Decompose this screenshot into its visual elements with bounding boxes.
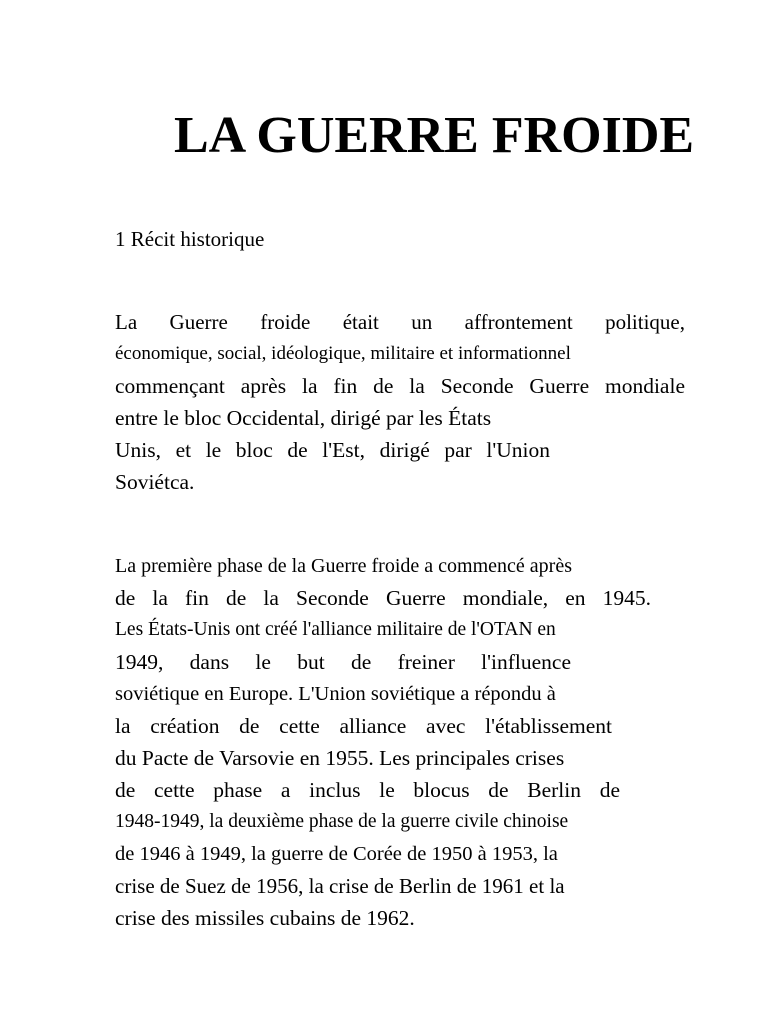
paragraph-line: de la fin de la Seconde Guerre mondiale, en 1945. — [115, 586, 651, 610]
paragraph-line: La première phase de la Guerre froide a commencé après — [115, 555, 572, 577]
paragraph-line: Soviétca. — [115, 470, 195, 494]
paragraph-line: du Pacte de Varsovie en 1955. Les principales crises — [115, 746, 565, 770]
paragraph-line: de cette phase a inclus le blocus de Berlin de — [115, 778, 620, 802]
paragraph-line: entre le bloc Occidental, dirigé par les États — [115, 406, 492, 430]
document-title: LA GUERRE FROIDE — [174, 107, 695, 164]
paragraph-line: Unis, et le bloc de l'Est, dirigé par l'Union — [115, 438, 550, 462]
paragraph-2 — [115, 550, 685, 940]
paragraph-line: soviétique en Europe. L'Union soviétique a répondu à — [115, 683, 556, 705]
paragraph-line: économique, social, idéologique, militaire et informationnel — [115, 343, 571, 364]
paragraph-line: 1949, dans le but de freiner l'influence — [115, 650, 571, 674]
paragraph-line: commençant après la fin de la Seconde Guerre mondiale — [115, 374, 685, 398]
paragraph-line: La Guerre froide était un affrontement politique, — [115, 310, 685, 334]
paragraph-line: Les États-Unis ont créé l'alliance militaire de l'OTAN en — [115, 619, 556, 640]
paragraph-1 — [115, 306, 685, 506]
section-heading: 1 Récit historique — [115, 227, 265, 251]
paragraph-line: crise des missiles cubains de 1962. — [115, 906, 415, 930]
paragraph-line: de 1946 à 1949, la guerre de Corée de 1950 à 1953, la — [115, 843, 558, 865]
paragraph-line: 1948-1949, la deuxième phase de la guerre civile chinoise — [115, 811, 569, 832]
paragraph-line: crise de Suez de 1956, la crise de Berlin de 1961 et la — [115, 874, 565, 898]
paragraph-line: la création de cette alliance avec l'établissement — [115, 714, 612, 738]
